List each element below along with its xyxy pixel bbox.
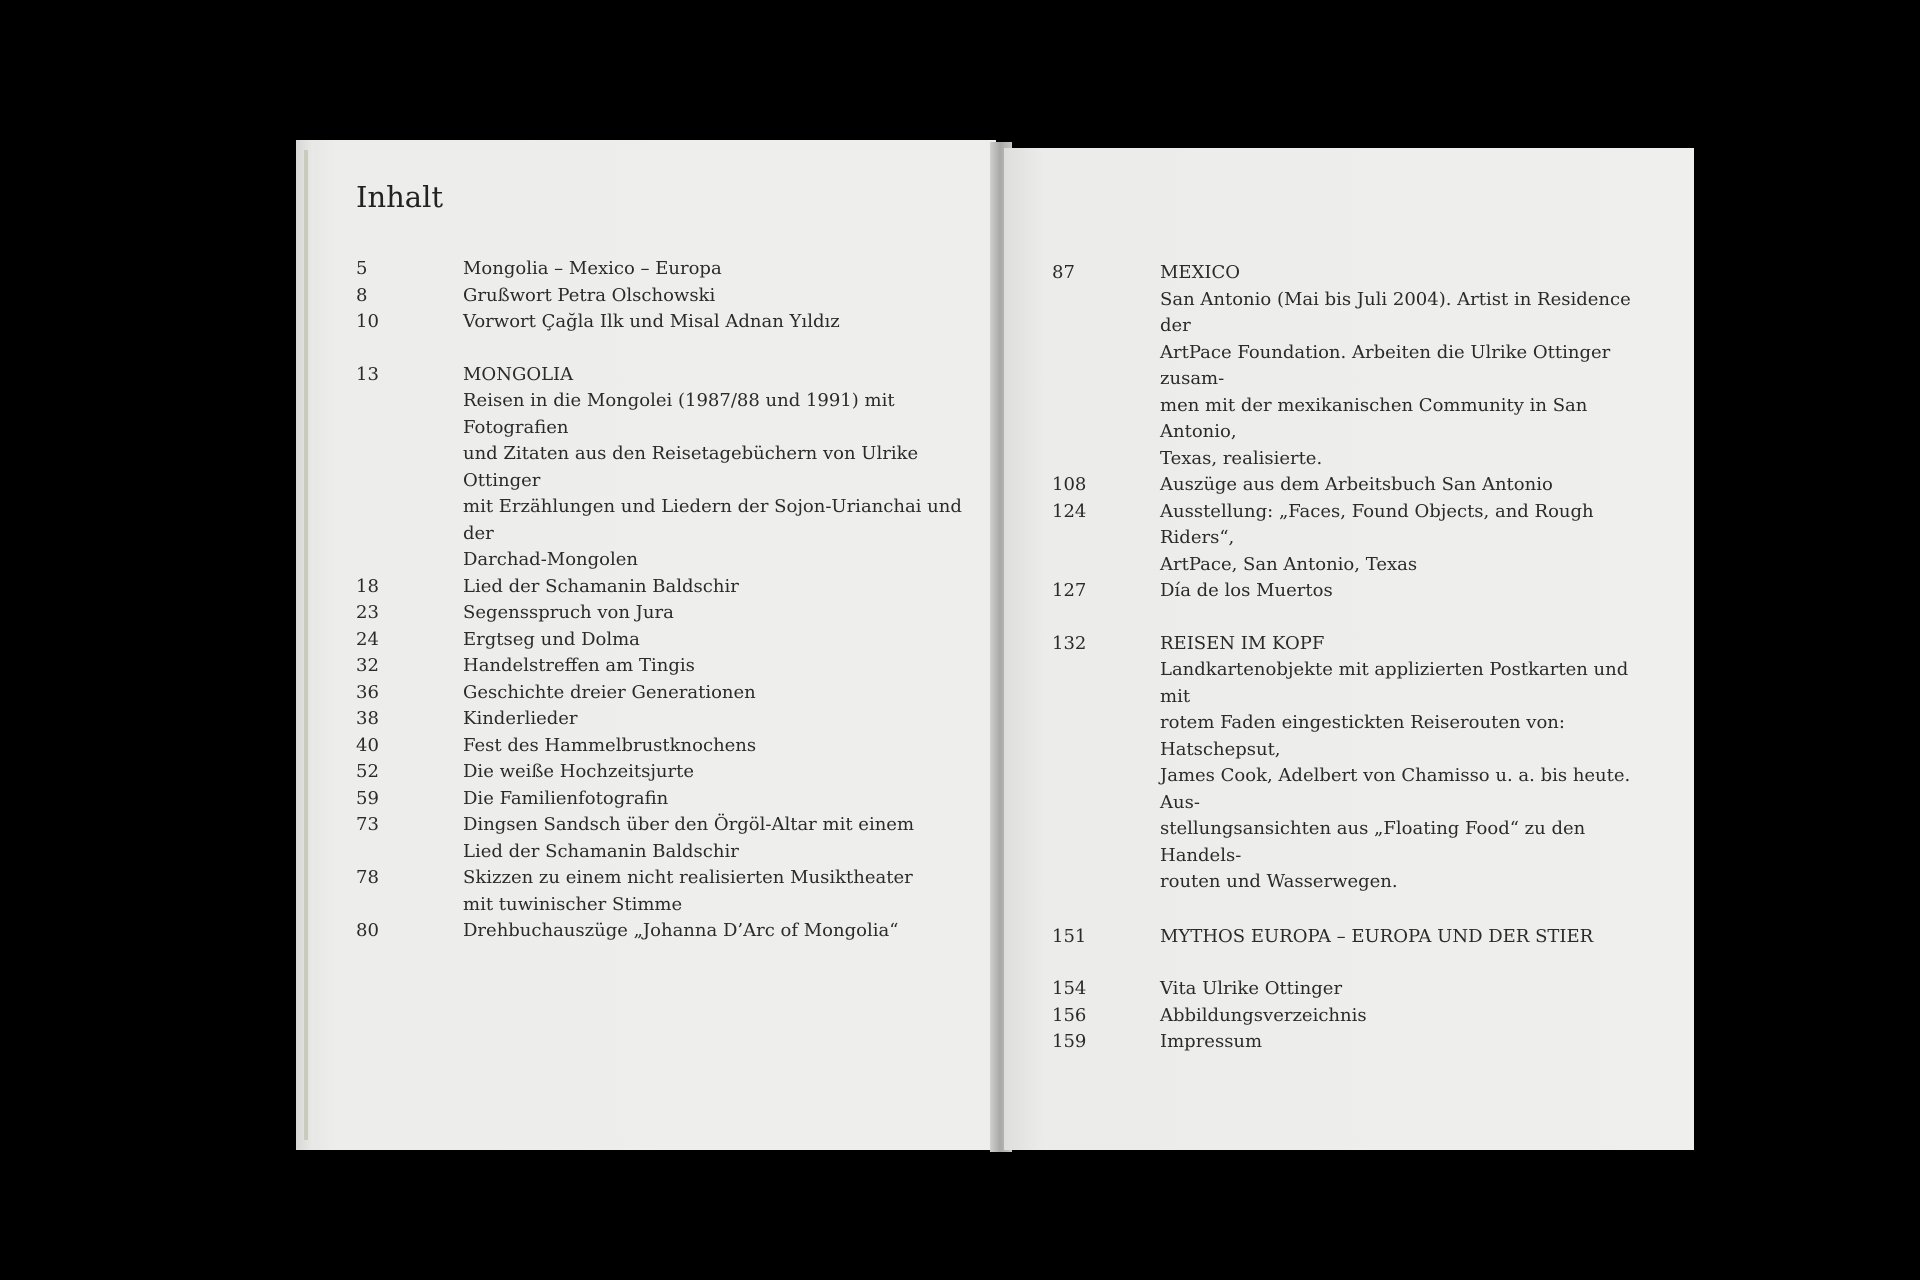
toc-entry-line [1050, 446, 1660, 473]
toc-page-number: 108 [1052, 474, 1087, 495]
toc-page-number: 40 [356, 734, 379, 756]
toc-page-number [356, 388, 463, 441]
toc-entry-line [1050, 1029, 1660, 1056]
toc-page-number [356, 892, 463, 919]
toc-page-number: 23 [356, 602, 379, 623]
toc-entry-text: men mit der mexikanischen Community in San Antonio, [1160, 394, 1588, 442]
toc-entry-text: und Zitaten aus den Reisetagebüchern von Ulrike Ottinger [463, 443, 919, 491]
toc-page-number: 132 [1052, 632, 1087, 654]
toc-entry-text: mit Erzählungen und Liedern der Sojon-Urianchai und der [463, 496, 962, 544]
toc-entry-text: Segensspruch von Jura [463, 602, 674, 623]
toc-right-column [1050, 260, 1660, 1056]
toc-entry-line [1050, 710, 1660, 763]
toc-entry-line [356, 627, 996, 654]
toc-page-number [1050, 816, 1160, 869]
toc-page-number [1050, 287, 1160, 340]
toc-entry-line [1050, 472, 1660, 499]
toc-entry-line [356, 733, 996, 760]
toc-entry-line [356, 706, 996, 733]
page-edge-strip [304, 150, 308, 1140]
toc-left-column [356, 180, 996, 945]
left-page [296, 140, 996, 1150]
toc-list-left [356, 256, 996, 945]
toc-entry-text: James Cook, Adelbert von Chamisso u. a. bis heute. Aus- [1160, 765, 1631, 813]
toc-entry-text: stellungsansichten aus „Floating Food“ zu den Handels- [1160, 818, 1586, 866]
toc-entry-line [356, 309, 996, 336]
toc-entry-line [1050, 869, 1660, 896]
toc-page-number: 18 [356, 575, 379, 597]
toc-entry-line [1050, 340, 1660, 393]
toc-entry-text: Grußwort Petra Olschowski [463, 284, 716, 306]
toc-entry-line [356, 653, 996, 680]
toc-entry-line [1050, 763, 1660, 816]
toc-entry-text: Dingsen Sandsch über den Örgöl-Altar mit einem [463, 814, 915, 835]
toc-entry-line [1050, 816, 1660, 869]
toc-entry-text: REISEN IM KOPF [1160, 632, 1325, 654]
toc-entry-text: Fest des Hammelbrustknochens [463, 734, 757, 756]
open-book [290, 136, 1700, 1154]
toc-entry-line [356, 865, 996, 892]
toc-page-number: 59 [356, 787, 379, 809]
toc-page-number: 78 [356, 867, 379, 888]
toc-entry-text: Handelstreffen am Tingis [463, 655, 695, 676]
toc-entry-line [356, 494, 996, 547]
toc-entry-line [1050, 393, 1660, 446]
toc-entry-line [1050, 287, 1660, 340]
toc-entry-text: Die weiße Hochzeitsjurte [463, 761, 695, 782]
toc-entry-line [356, 918, 996, 945]
toc-entry-line [1050, 976, 1660, 1003]
toc-entry-text: ArtPace, San Antonio, Texas [1160, 553, 1418, 575]
toc-entry-line [356, 680, 996, 707]
toc-entry-text: MONGOLIA [463, 363, 574, 385]
toc-entry-text: Impressum [1160, 1031, 1263, 1052]
toc-entry-line [356, 441, 996, 494]
toc-page-number: 124 [1052, 500, 1087, 522]
toc-entry-text: Die Familienfotografin [463, 787, 669, 809]
toc-page-number: 10 [356, 311, 379, 332]
toc-entry-text: Kinderlieder [463, 708, 578, 729]
toc-entry-text: routen und Wasserwegen. [1160, 871, 1398, 892]
toc-page-number [1050, 710, 1160, 763]
toc-page-number: 80 [356, 920, 379, 941]
toc-entry-text: San Antonio (Mai bis Juli 2004). Artist in Residence der [1160, 288, 1631, 336]
toc-page-number [1050, 657, 1160, 710]
toc-entry-text: Día de los Muertos [1160, 580, 1333, 601]
toc-page-number: 38 [356, 708, 379, 729]
toc-entry-text: Mongolia – Mexico – Europa [463, 258, 722, 279]
toc-page-number: 127 [1052, 580, 1087, 601]
toc-page-number: 36 [356, 681, 379, 703]
toc-page-number: 32 [356, 655, 379, 676]
toc-page-number: 151 [1052, 925, 1087, 947]
toc-entry-line [1050, 499, 1660, 552]
toc-page-number [1050, 446, 1160, 473]
toc-entry-text: Darchad-Mongolen [463, 549, 638, 570]
toc-page-number [1050, 869, 1160, 896]
toc-entry-line [356, 256, 996, 283]
toc-entry-text: Lied der Schamanin Baldschir [463, 575, 739, 597]
toc-entry-line [356, 786, 996, 813]
toc-entry-line [1050, 631, 1660, 658]
toc-entry-text: Reisen in die Mongolei (1987/88 und 1991) mit Fotografien [463, 390, 895, 438]
toc-entry-line [1050, 552, 1660, 579]
toc-entry-text: Ergtseg und Dolma [463, 628, 640, 650]
toc-page-number: 87 [1052, 262, 1075, 283]
toc-entry-line [356, 812, 996, 839]
toc-page-number [356, 839, 463, 866]
toc-entry-text: Vorwort Çağla Ilk und Misal Adnan Yıldız [463, 311, 840, 332]
toc-entry-text: Auszüge aus dem Arbeitsbuch San Antonio [1160, 474, 1553, 495]
toc-entry-text: ArtPace Foundation. Arbeiten die Ulrike Ottinger zusam- [1160, 341, 1611, 389]
toc-page-number [1050, 393, 1160, 446]
toc-entry-line [356, 283, 996, 310]
toc-entry-text: Geschichte dreier Generationen [463, 681, 756, 703]
toc-entry-line [356, 759, 996, 786]
toc-list-right [1050, 260, 1660, 1056]
toc-entry-text: Texas, realisierte. [1160, 447, 1323, 469]
toc-page-number: 8 [356, 284, 368, 306]
toc-page-number: 159 [1052, 1031, 1087, 1052]
toc-page-number: 154 [1052, 978, 1087, 999]
toc-entry-text: Landkartenobjekte mit applizierten Postkarten und mit [1160, 659, 1629, 707]
toc-page-number: 156 [1052, 1004, 1087, 1026]
toc-entry-line [356, 547, 996, 574]
toc-page-number: 73 [356, 814, 379, 835]
toc-entry-line [356, 574, 996, 601]
toc-entry-line [1050, 1003, 1660, 1030]
toc-entry-line [1050, 657, 1660, 710]
toc-entry-line [356, 839, 996, 866]
toc-page-number: 52 [356, 761, 379, 782]
toc-entry-line [356, 362, 996, 389]
toc-entry-text: Vita Ulrike Ottinger [1160, 978, 1343, 999]
toc-page-number: 5 [356, 258, 368, 279]
toc-entry-text: Lied der Schamanin Baldschir [463, 840, 739, 862]
toc-page-number [356, 494, 463, 547]
toc-entry-line [356, 892, 996, 919]
toc-entry-text: MEXICO [1160, 262, 1241, 283]
toc-entry-text: Ausstellung: „Faces, Found Objects, and Rough Riders“, [1160, 500, 1594, 548]
toc-entry-line [356, 600, 996, 627]
toc-entry-text: Drehbuchauszüge „Johanna D’Arc of Mongolia“ [463, 920, 899, 941]
toc-entry-line [1050, 578, 1660, 605]
toc-page-number [356, 547, 463, 574]
toc-page-number: 24 [356, 628, 379, 650]
toc-page-number [1050, 340, 1160, 393]
toc-entry-text: mit tuwinischer Stimme [463, 893, 683, 915]
toc-entry-text: MYTHOS EUROPA – EUROPA UND DER STIER [1160, 925, 1594, 947]
toc-page-number [356, 441, 463, 494]
toc-entry-text: rotem Faden eingestickten Reiserouten von: Hatschepsut, [1160, 712, 1565, 760]
toc-entry-line [1050, 260, 1660, 287]
toc-entry-line [356, 388, 996, 441]
toc-entry-text: Skizzen zu einem nicht realisierten Musiktheater [463, 867, 913, 888]
toc-page-number: 13 [356, 363, 379, 385]
toc-page-number [1050, 552, 1160, 579]
toc-entry-text: Abbildungsverzeichnis [1160, 1004, 1367, 1026]
page-title: Inhalt [356, 180, 444, 214]
toc-page-number [1050, 763, 1160, 816]
toc-entry-line [1050, 924, 1660, 951]
